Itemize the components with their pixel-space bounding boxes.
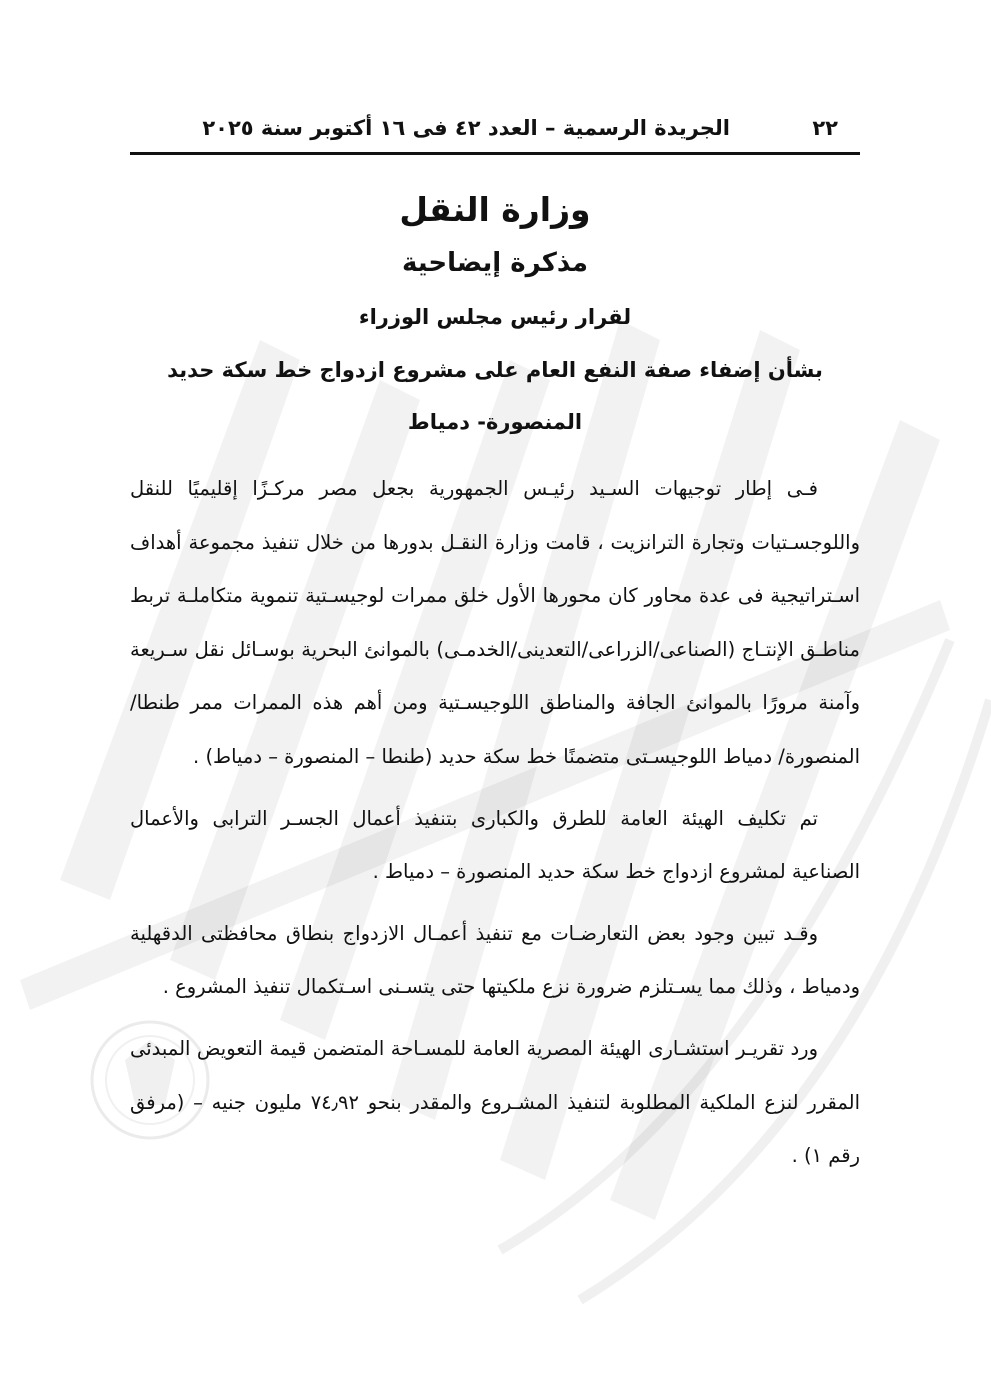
header-divider <box>130 152 860 155</box>
ministry-title: وزارة النقل <box>399 190 591 229</box>
decree-line: لقرار رئيس مجلس الوزراء <box>358 305 632 329</box>
subject-line-2: المنصورة- دمياط <box>407 410 583 434</box>
page-number: ٢٢ <box>812 116 838 140</box>
memo-body <box>130 462 860 1191</box>
page-header <box>130 110 860 150</box>
paragraph-2: تم تكليف الهيئة العامة للطرق والكبارى بتنفيذ أعمال الجسـر الترابى والأعمال الصناعية لمشروع ازدواج خط سكة حديد المنصورة – دمياط . <box>130 806 860 884</box>
subject-line-1: بشأن إضفاء صفة النفع العام على مشروع ازدواج خط سكة حديد <box>167 358 823 382</box>
paragraph-3: وقـد تبين وجود بعض التعارضـات مع تنفيذ أعمـال الازدواج بنطاق محافظتى الدقهلية ودمياط ، وذلك مما يسـتلزم ضرورة نزع ملكيتها حتى يتسـنى اسـتكمال تنفيذ المشروع . <box>130 921 860 999</box>
memo-title: مذكرة إيضاحية <box>402 248 588 278</box>
gazette-header-title: الجريدة الرسمية – العدد ٤٢ فى ١٦ أكتوبر سنة ٢٠٢٥ <box>202 116 730 140</box>
paragraph-1: فـى إطار توجيهات السـيد رئيـس الجمهورية بجعل مصر مركـزًا إقليميًا للنقل واللوجسـتيات وتجارة الترانزيت ، قامت وزارة النقـل بدورها من خلال تنفيذ مجموعة أهداف اسـتراتيجية فى عدة محاور كان محورها الأول خلق ممرات لوجيسـتية تنموية متكاملـة تربط مناطـق الإنتـاج (الصناعى/الزراعى/التعدينى/الخدمـى) بالموانئ البحرية بوسـائل نقل سـريعة وآمنة مرورًا بالموانئ الجافة والمناطق اللوجيسـتية ومن أهم هذه الممرات ممر طنطا/ المنصورة/ دمياط اللوجيسـتى متضمنًا خط سكة حديد (طنطا – المنصورة – دمياط) . <box>130 477 860 768</box>
paragraph-4: ورد تقريـر استشـارى الهيئة المصرية العامة للمسـاحة المتضمن قيمة التعويض المبدئى المقرر لنزع الملكية المطلوبة لتنفيذ المشـروع والمقدر بنحو ٧٤٫٩٢ مليون جنيه – (مرفق رقم ١) . <box>130 1036 860 1168</box>
